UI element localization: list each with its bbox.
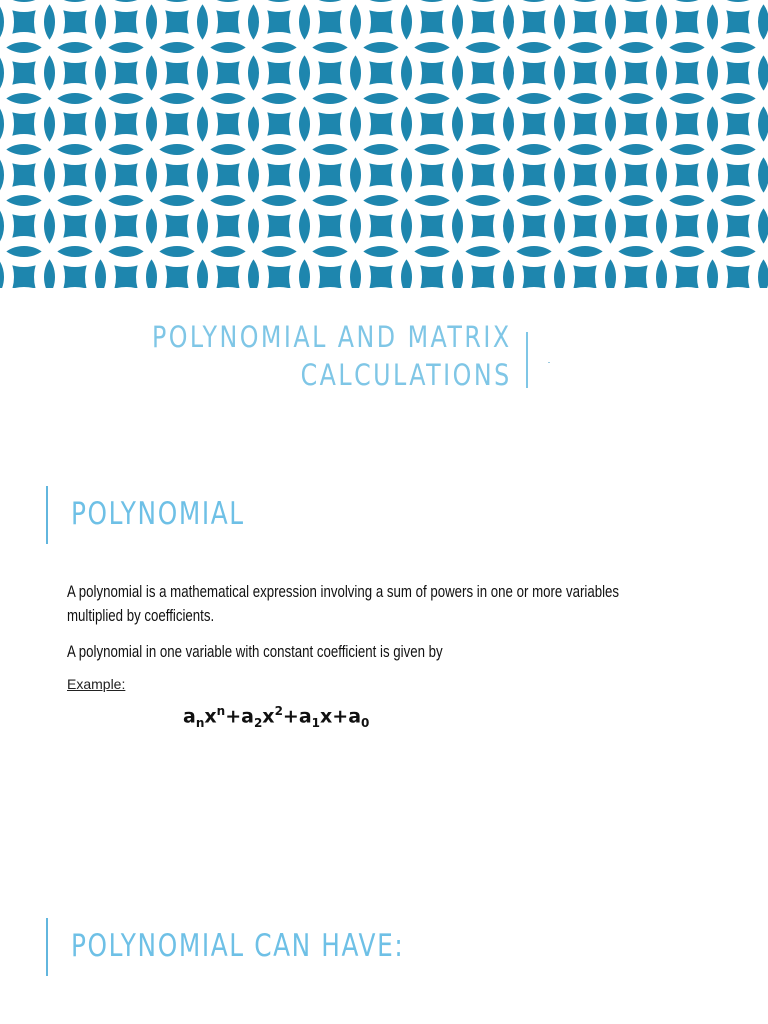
title-divider — [526, 332, 528, 388]
formula-term: x+a — [320, 705, 362, 728]
slide-title-line1: POLYNOMIAL AND MATRIX — [152, 320, 512, 354]
example-label: Example: — [67, 676, 126, 692]
formula-term: +a — [225, 705, 254, 728]
formula-term: x — [262, 705, 275, 728]
section1-paragraph1: A polynomial is a mathematical expression involving a sum of powers in one or more variables multiplied by coefficients. — [67, 582, 620, 625]
formula-term: x — [204, 705, 217, 728]
formula-subscript: 2 — [253, 716, 263, 731]
formula-subscript: 1 — [311, 716, 321, 731]
section2-accent-bar — [46, 918, 48, 976]
section1-accent-bar — [46, 486, 48, 544]
formula-superscript: n — [216, 704, 226, 718]
section1-paragraph2: A polynomial in one variable with constant coefficient is given by — [67, 642, 443, 661]
section2-heading: POLYNOMIAL CAN HAVE: — [71, 928, 405, 964]
decorative-banner — [0, 0, 768, 288]
circle-pattern — [0, 0, 768, 288]
polynomial-formula — [183, 704, 369, 730]
title-mark — [548, 362, 550, 363]
formula-subscript: n — [195, 716, 205, 731]
formula-term: a — [183, 705, 196, 728]
slide-title — [152, 318, 512, 394]
slide-title-line2: CALCULATIONS — [300, 358, 512, 392]
section1-heading: POLYNOMIAL — [71, 496, 245, 532]
formula-subscript: 0 — [361, 716, 370, 731]
formula-superscript: 2 — [274, 704, 283, 718]
formula-term: +a — [282, 705, 312, 728]
